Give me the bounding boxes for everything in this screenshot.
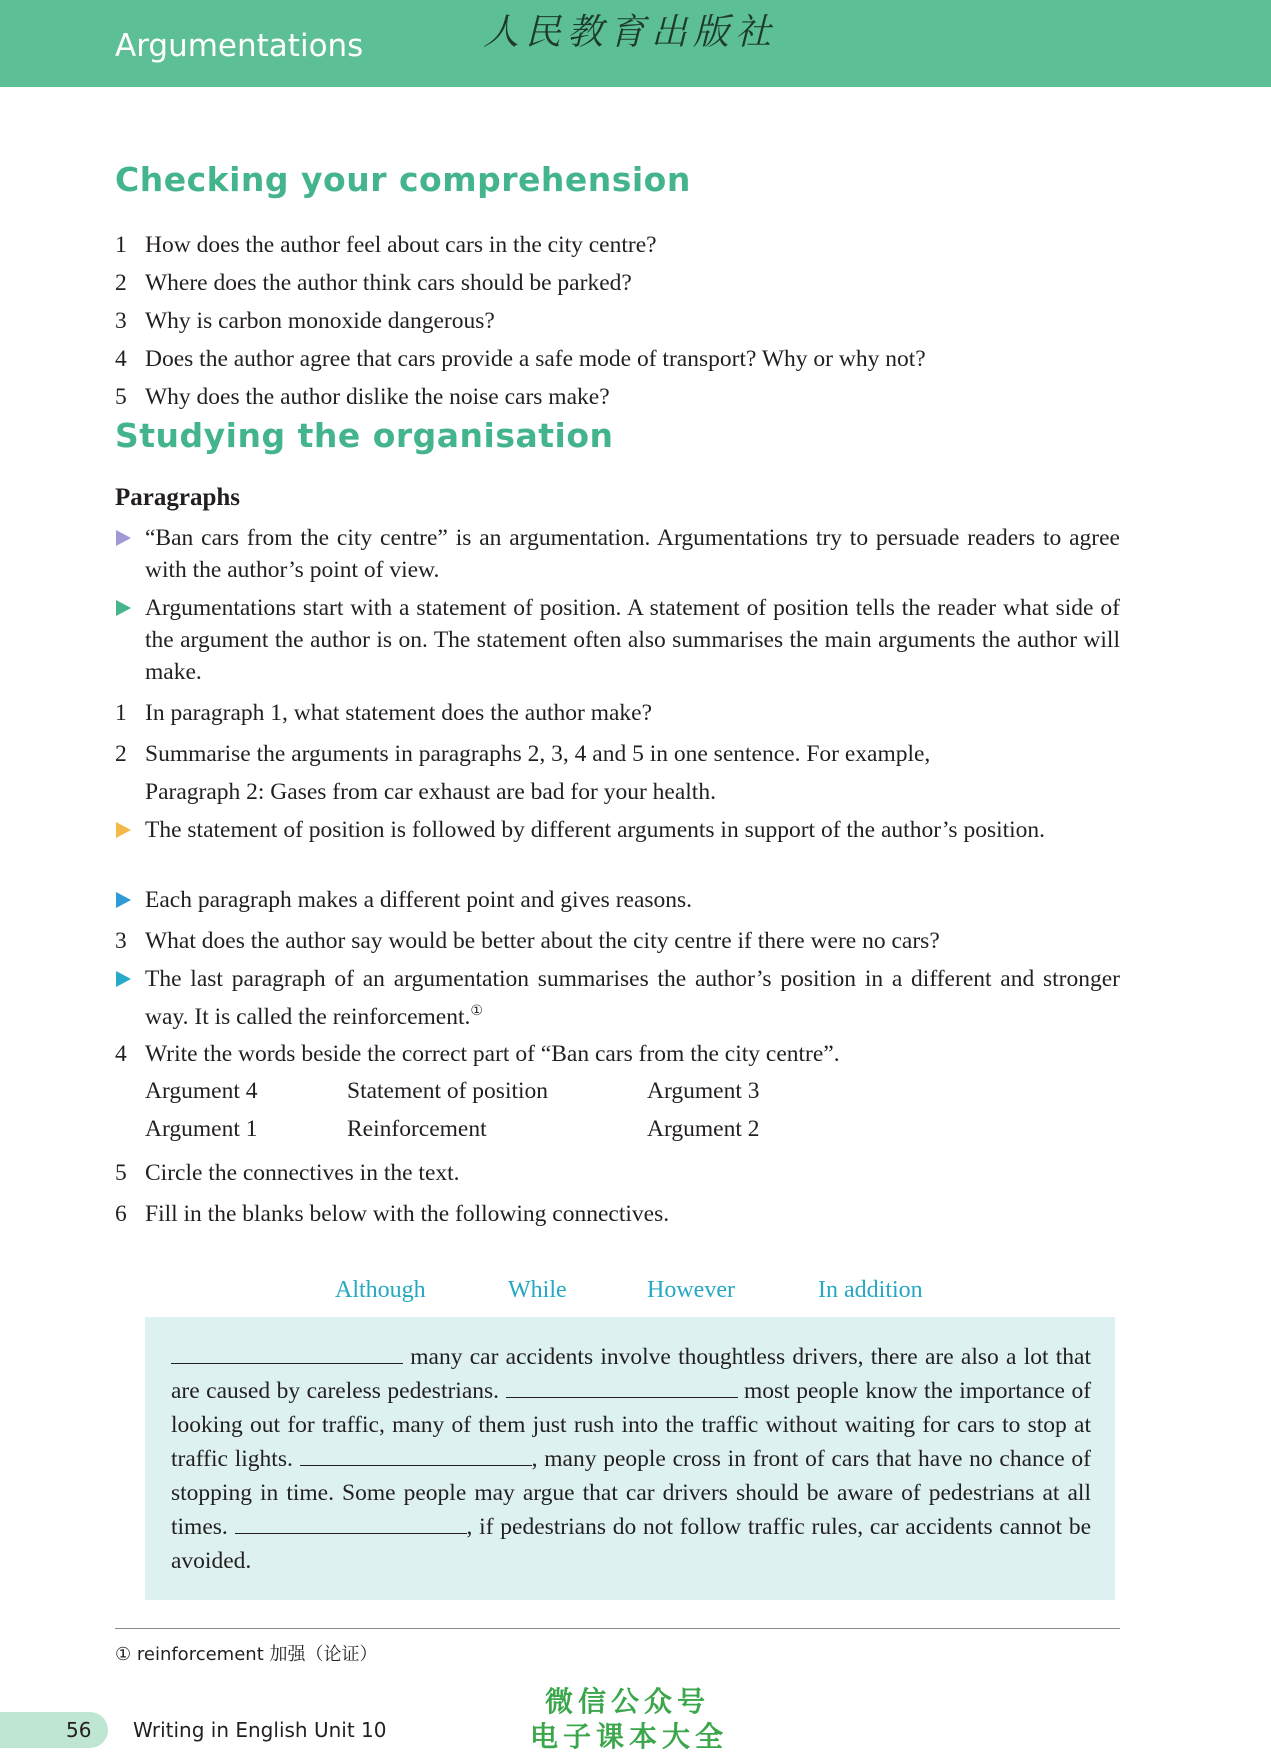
answer-blank[interactable] [235, 1511, 467, 1534]
organisation-note [115, 522, 1120, 586]
note-text: Each paragraph makes a different point and gives reasons. [145, 887, 693, 913]
question-text: What does the author say would be better about the city centre if there were no cars? [145, 928, 940, 954]
part-option: Argument 3 [647, 1078, 760, 1104]
triangle-bullet-icon [116, 600, 131, 616]
header-title: Argumentations [115, 28, 364, 64]
comprehension-question [115, 305, 1120, 337]
question-number: 3 [115, 308, 127, 334]
organisation-question [115, 1157, 1120, 1189]
note-text: The statement of position is followed by different arguments in support of the author’s position. [145, 817, 1046, 843]
part-option: Argument 2 [647, 1116, 760, 1142]
part-option: Argument 4 [145, 1078, 258, 1104]
passage-segment: , many people cross in front of cars that have no chance of stopping in time. Some people may argue that car drivers should be aware of pedestrians at all times. [171, 1446, 1091, 1540]
answer-blank[interactable] [171, 1341, 403, 1364]
organisation-question [115, 1038, 1120, 1070]
question-number: 5 [115, 384, 127, 410]
organisation-question [115, 697, 1120, 729]
question-number: 1 [115, 700, 127, 726]
organisation-note [115, 592, 1120, 688]
question-text: Circle the connectives in the text. [145, 1160, 460, 1186]
page-header [0, 0, 1271, 87]
question-text: Why is carbon monoxide dangerous? [145, 308, 495, 334]
fill-in-passage [171, 1340, 1091, 1578]
connective-word: In addition [818, 1277, 923, 1303]
part-option: Statement of position [347, 1078, 549, 1104]
part-option: Reinforcement [347, 1116, 487, 1142]
question-number: 2 [115, 270, 127, 296]
comprehension-question [115, 267, 1120, 299]
page-number-tab [0, 1712, 108, 1748]
triangle-bullet-icon [116, 822, 131, 838]
comprehension-title: Checking your comprehension [115, 160, 691, 199]
comprehension-question [115, 343, 1120, 375]
question-number: 4 [115, 1041, 127, 1067]
connective-word: While [508, 1277, 567, 1303]
organisation-question [115, 1198, 1120, 1230]
question-text: Write the words beside the correct part of “Ban cars from the city centre”. [145, 1041, 840, 1067]
question-text: Why does the author dislike the noise cars make? [145, 384, 610, 410]
question-text: Does the author agree that cars provide a safe mode of transport? Why or why not? [145, 346, 926, 372]
note-text: Argumentations start with a statement of position. A statement of position tells the reader what side of the argument the author is on. The statement often also summarises the main arguments the author will make. [145, 595, 1120, 685]
question-number: 4 [115, 346, 127, 372]
organisation-question [115, 925, 1120, 957]
question-text: Summarise the arguments in paragraphs 2, 3, 4 and 5 in one sentence. For example, [145, 741, 931, 767]
organisation-title: Studying the organisation [115, 416, 614, 455]
organisation-note [115, 884, 1120, 916]
question-number: 5 [115, 1160, 127, 1186]
connective-word: Although [335, 1277, 426, 1303]
footnote: ① reinforcement 加强（论证） [115, 1644, 378, 1665]
triangle-bullet-icon [116, 971, 131, 987]
organisation-question [115, 738, 1120, 770]
passage-segment: , if pedestrians do not follow traffic rules, car accidents cannot be avoided. [171, 1514, 1091, 1574]
footer-title: Writing in English Unit 10 [133, 1718, 387, 1742]
footnote-divider [115, 1628, 1120, 1629]
comprehension-question [115, 229, 1120, 261]
answer-blank[interactable] [300, 1443, 532, 1466]
footnote-marker: ① [470, 1003, 483, 1019]
watermark-line: 微信公众号 [545, 1685, 711, 1718]
organisation-note [115, 963, 1120, 1033]
question-number: 1 [115, 232, 127, 258]
triangle-bullet-icon [116, 530, 131, 546]
note-text: The last paragraph of an argumentation summarises the author’s position in a different and stronger way. It is called the reinforcement. [145, 966, 1120, 1030]
organisation-note [115, 814, 1120, 846]
connective-word: However [647, 1277, 735, 1303]
question-number: 2 [115, 741, 127, 767]
answer-blank[interactable] [506, 1375, 738, 1398]
publisher-logo: 人民教育出版社 [483, 12, 778, 53]
example-text: Paragraph 2: Gases from car exhaust are bad for your health. [145, 779, 716, 805]
page-number: 56 [66, 1718, 92, 1742]
part-option: Argument 1 [145, 1116, 258, 1142]
watermark-line: 电子课本大全 [530, 1720, 729, 1753]
question-number: 6 [115, 1201, 127, 1227]
question-text: How does the author feel about cars in the city centre? [145, 232, 657, 258]
question-text: In paragraph 1, what statement does the author make? [145, 700, 653, 726]
question-example [115, 776, 1120, 808]
note-text: “Ban cars from the city centre” is an argumentation. Argumentations try to persuade readers to agree with the author’s point of view. [145, 525, 1120, 583]
paragraphs-subheading: Paragraphs [115, 484, 240, 511]
passage-segment: many car accidents involve thoughtless drivers, there are also a lot that are caused by careless pedestrians. [171, 1344, 1092, 1404]
question-text: Where does the author think cars should be parked? [145, 270, 632, 296]
passage-segment: most people know the importance of looking out for traffic, many of them just rush into the traffic without waiting for cars to stop at traffic lights. [171, 1378, 1092, 1472]
question-text: Fill in the blanks below with the following connectives. [145, 1201, 670, 1227]
triangle-bullet-icon [116, 892, 131, 908]
comprehension-question [115, 381, 1120, 413]
question-number: 3 [115, 928, 127, 954]
